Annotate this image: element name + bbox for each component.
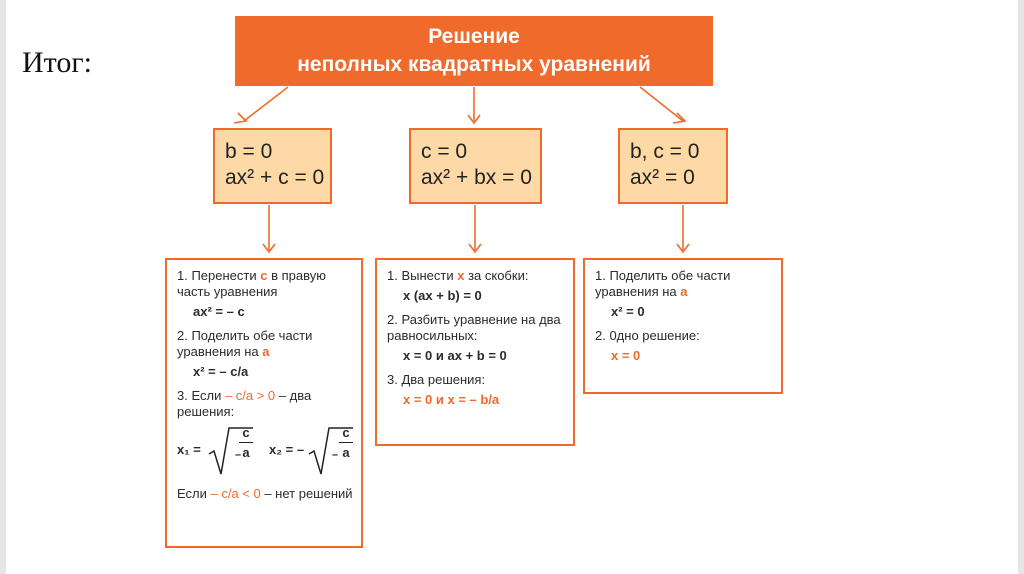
case-condition: b, c = 0 — [630, 140, 700, 163]
solution-box-c-zero — [375, 258, 575, 446]
x2-label: x₂ = – — [269, 442, 305, 457]
formula-2: x = 0 и ax + b = 0 — [403, 348, 507, 363]
title-line-1: Решение — [428, 25, 520, 48]
arrow-title-to-case1 — [244, 87, 288, 121]
formula-1: x² = 0 — [611, 304, 645, 319]
slide-label: Итог: — [22, 46, 93, 79]
title-line-2: неполных квадратных уравнений — [297, 53, 651, 76]
case-equation: ax² + c = 0 — [225, 166, 325, 189]
arrow-title-to-case3 — [640, 87, 683, 121]
step-2: 2. Разбить уравнение на два равносильных: — [387, 312, 561, 343]
step-3: 3. Два решения: — [387, 372, 486, 387]
svg-text:–: – — [332, 449, 339, 461]
step-2: 2. Поделить обе части уравнения на а — [177, 328, 313, 359]
step-1: 1. Вынести x за скобки: — [387, 268, 529, 283]
formula-1: ax² = – c — [193, 304, 245, 319]
solution-box-b-zero — [165, 258, 363, 548]
step-1: 1. Поделить обе части уравнения на а — [595, 268, 731, 299]
formula-2: x = 0 — [611, 348, 641, 363]
case-box-bc-zero — [618, 128, 728, 204]
step-2: 2. 0дно решение: — [595, 328, 700, 343]
root-x1 — [177, 424, 267, 480]
formula-3: x = 0 и x = – b/a — [403, 392, 500, 407]
case-box-b-zero — [213, 128, 332, 204]
case-condition: c = 0 — [421, 140, 468, 163]
case-equation: ax² + bx = 0 — [421, 166, 532, 189]
step-1: 1. Перенести с в правую часть уравнения — [177, 268, 326, 299]
case-box-c-zero — [409, 128, 542, 204]
root-x2 — [269, 424, 359, 480]
step-4: Если – c/a < 0 – нет решений — [177, 486, 353, 501]
fraction-c-over-a: $\frac{c}{a}$ — [239, 424, 253, 463]
case-condition: b = 0 — [225, 140, 273, 163]
case-equation: ax² = 0 — [630, 166, 695, 189]
roots-formula — [177, 424, 353, 480]
step-3: 3. Если – c/a > 0 – два решения: — [177, 388, 312, 419]
arrowhead-1 — [234, 113, 246, 123]
solution-box-bc-zero — [583, 258, 783, 394]
svg-text:–: – — [235, 449, 242, 461]
fraction-c-over-a: $\frac{c}{a}$ — [339, 424, 353, 463]
x1-label: x₁ = — [177, 442, 201, 457]
formula-1: x (ax + b) = 0 — [403, 288, 482, 303]
formula-2: x² = – c/a — [193, 364, 249, 379]
